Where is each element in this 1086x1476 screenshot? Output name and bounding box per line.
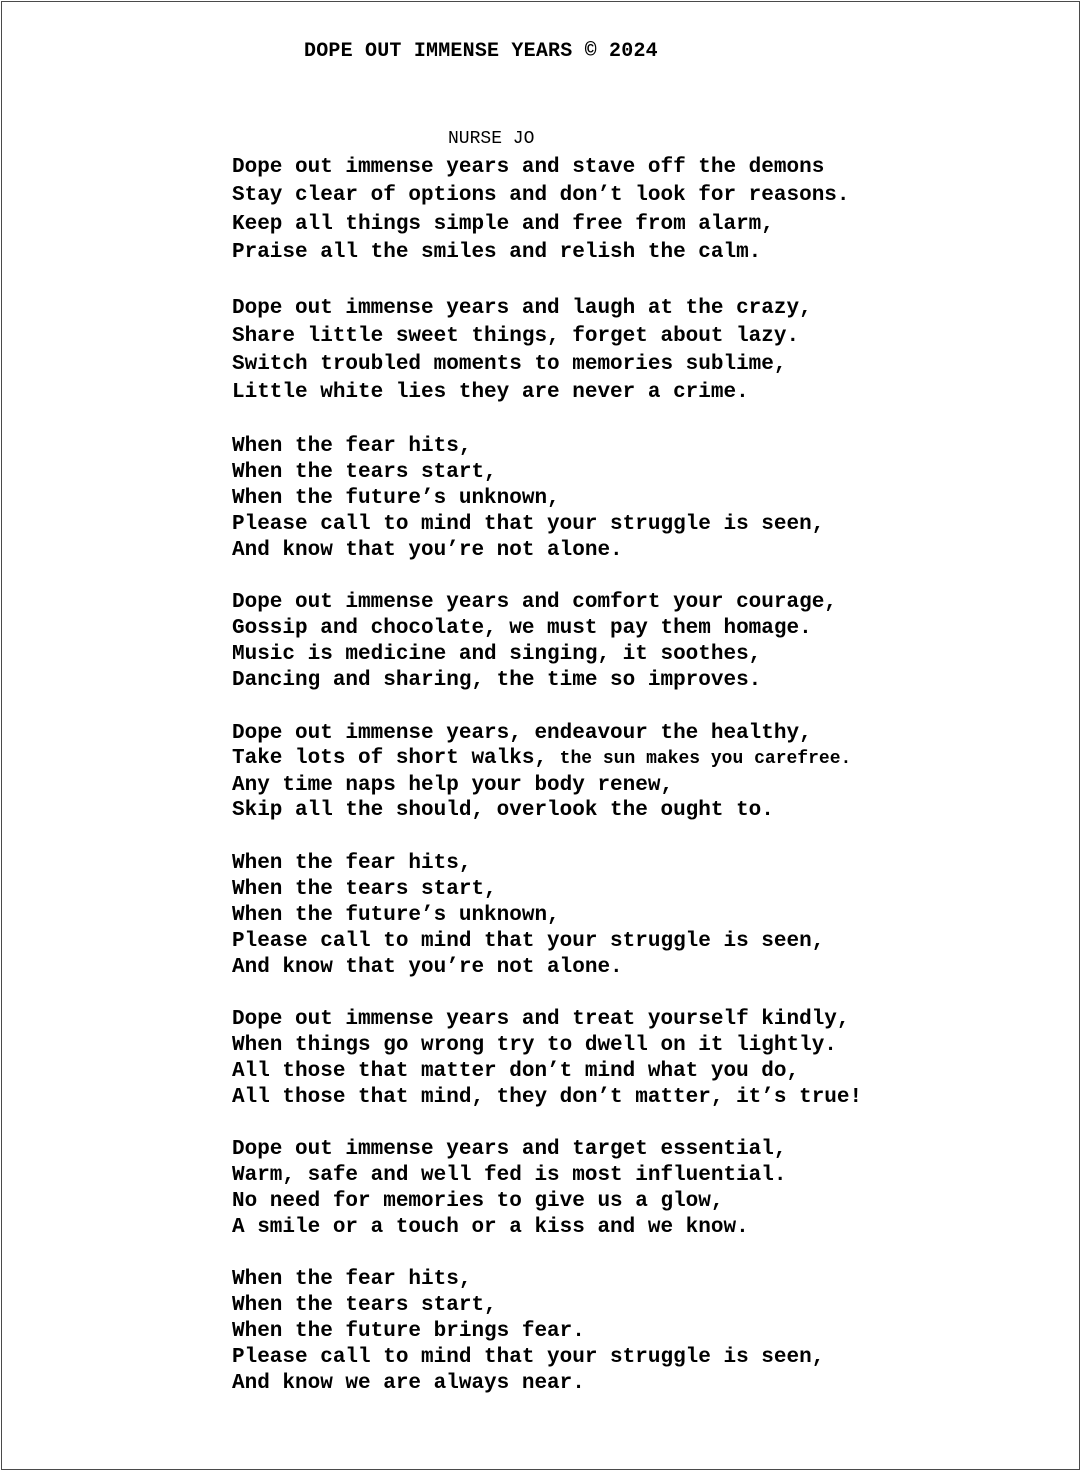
poem-line: Dope out immense years and target essential, <box>232 1138 787 1161</box>
poem-line: All those that mind, they don’t matter, it’s true! <box>232 1086 863 1109</box>
poem-line: Little white lies they are never a crime. <box>232 381 749 404</box>
poem-line: When the tears start, <box>232 461 497 484</box>
poem-line: Dope out immense years and comfort your courage, <box>232 591 837 614</box>
poem-line: Share little sweet things, forget about lazy. <box>232 325 800 348</box>
poem-line: When the tears start, <box>232 878 497 901</box>
poem-line: Please call to mind that your struggle is seen, <box>232 1346 825 1369</box>
poem-author: NURSE JO <box>448 129 535 149</box>
poem-line: When the future’s unknown, <box>232 487 560 510</box>
poem-title: DOPE OUT IMMENSE YEARS © 2024 <box>304 40 658 63</box>
poem-line: When the fear hits, <box>232 852 472 875</box>
poem-line: Dope out immense years and laugh at the crazy, <box>232 297 812 320</box>
poem-line: Please call to mind that your struggle is seen, <box>232 513 825 536</box>
poem-line-part-small: the sun makes you carefree. <box>559 749 852 769</box>
poem-line: No need for memories to give us a glow, <box>232 1190 724 1213</box>
poem-line: When the tears start, <box>232 1294 497 1317</box>
poem-line: Skip all the should, overlook the ought to. <box>232 799 774 822</box>
poem-line <box>232 748 851 769</box>
poem-line: And know we are always near. <box>232 1372 585 1395</box>
poem-line: Dancing and sharing, the time so improves. <box>232 669 762 692</box>
document-page <box>1 1 1080 1470</box>
poem-line: Dope out immense years and treat yourself kindly, <box>232 1008 850 1031</box>
poem-line: Switch troubled moments to memories sublime, <box>232 353 787 376</box>
poem-line: When things go wrong try to dwell on it lightly. <box>232 1034 837 1057</box>
poem-line: Gossip and chocolate, we must pay them homage. <box>232 617 812 640</box>
poem-line-part: Take lots of short walks, <box>232 747 560 770</box>
poem-line: Warm, safe and well fed is most influential. <box>232 1164 787 1187</box>
poem-line: Stay clear of options and don’t look for reasons. <box>232 184 850 207</box>
poem-line: When the future’s unknown, <box>232 904 560 927</box>
poem-line: Any time naps help your body renew, <box>232 774 674 797</box>
poem-line: All those that matter don’t mind what you do, <box>232 1060 800 1083</box>
poem-line: When the fear hits, <box>232 1268 472 1291</box>
poem-line: Praise all the smiles and relish the calm. <box>232 241 762 264</box>
poem-line: Keep all things simple and free from alarm, <box>232 213 774 236</box>
poem-line: And know that you’re not alone. <box>232 539 623 562</box>
poem-line: A smile or a touch or a kiss and we know. <box>232 1216 749 1239</box>
poem-line: Dope out immense years, endeavour the healthy, <box>232 722 812 745</box>
poem-line: When the fear hits, <box>232 435 472 458</box>
poem-line: Music is medicine and singing, it soothes, <box>232 643 762 666</box>
poem-line: When the future brings fear. <box>232 1320 585 1343</box>
poem-line: And know that you’re not alone. <box>232 956 623 979</box>
poem-line: Please call to mind that your struggle is seen, <box>232 930 825 953</box>
poem-line: Dope out immense years and stave off the demons <box>232 156 825 179</box>
